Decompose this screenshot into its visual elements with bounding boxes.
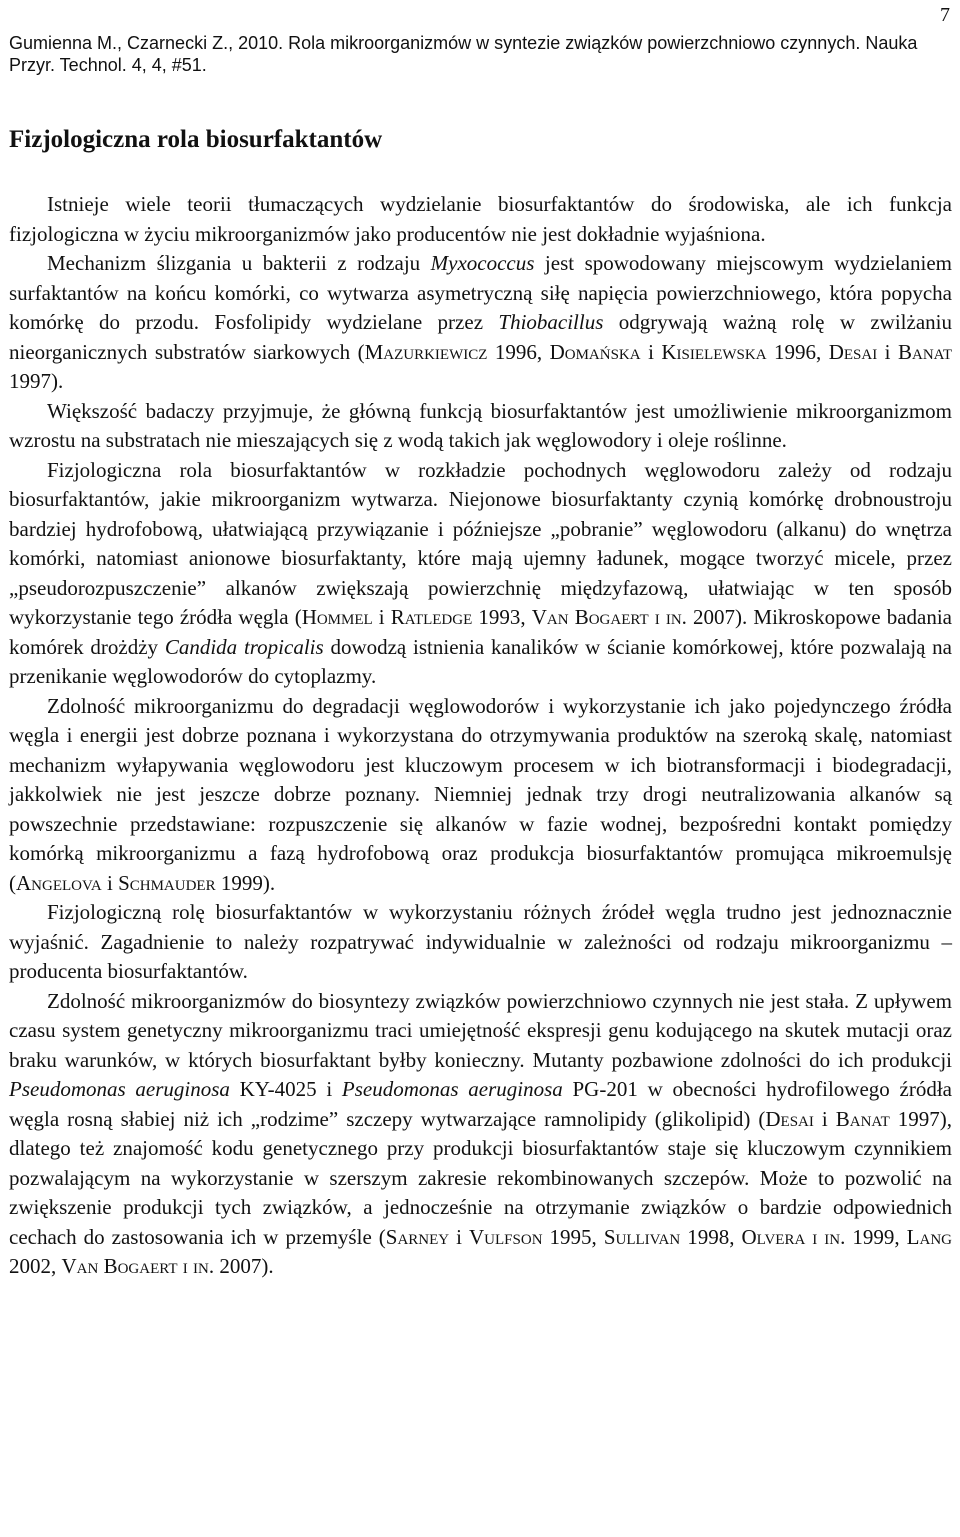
author-name: Banat [835, 1106, 890, 1131]
citation-header: Gumienna M., Czarnecki Z., 2010. Rola mikroorganizmów w syntezie związków powierzchniowo czynnych. Nauka Przyr. Technol. 4, 4, #51. [9, 33, 918, 75]
paragraph-4: Fizjologiczna rola biosurfaktantów w rozkładzie pochodnych węglowodoru zależy od rodzaju biosurfaktantów, jakie mikroorganizm wytwarza. Niejonowe biosurfaktanty czynią komórkę drobnoustroju bardziej hydrofobową, ułatwiającą przywiązanie i późniejsze „pobranie” węglowodoru (alkanu) do wnętrza komórki, natomiast anionowe biosurfaktanty, które mają ujemny ładunek, mogące tworzyć micele, przez „pseudorozpuszczenie” alkanów zwiększają powierzchnię międzyfazową, ułatwiając w ten sposób wykorzystanie tego źródła węgla (Hommel i Ratledge 1993, Van Bogaert i in. 2007). Mikroskopowe badania komórek drożdży Candida tropicalis dowodzą istnienia kanalików w ścianie komórkowej, które pozwalają na przenikanie węglowodorów do cytoplazmy. [9, 457, 952, 688]
author-name: Olvera i in. [741, 1224, 846, 1249]
author-name: Mazurkiewicz [364, 339, 488, 364]
paragraph-5: Zdolność mikroorganizmu do degradacji węglowodorów i wykorzystanie ich jako pojedynczego źródła węgla i energii jest dobrze poznana i wykorzystana do otrzymywania produktów na szeroką skalę, natomiast mechanizm wyłapywania węglowodoru jest kluczowym procesem w ich biotransformacji i biodegradacji, jakkolwiek nie jest jeszcze dobrze poznany. Niemniej jednak trzy drogi neutralizowania alkanów są powszechnie przedstawiane: rozpuszczenie się alkanów w fazie wodnej, bezpośredni kontakt pomiędzy komórką mikroorganizmu a fazą hydrofobową oraz produkcja biosurfaktantów promująca mikroemulsję (Angelova i Schmauder 1999). [9, 693, 952, 895]
section-title: Fizjologiczna rola biosurfaktantów [9, 126, 383, 153]
author-name: Desai [828, 339, 878, 364]
page-number: 7 [940, 4, 950, 26]
author-name: Sarney [385, 1224, 450, 1249]
paragraph-1: Istnieje wiele teorii tłumaczących wydzielanie biosurfaktantów do środowiska, ale ich funkcja fizjologiczna w życiu mikroorganizmów jako producentów nie jest dokładnie wyjaśniona. [9, 192, 952, 246]
genus-name: Myxococcus [430, 251, 535, 275]
author-name: Vulfson [469, 1224, 543, 1249]
author-name: Domańska [549, 339, 641, 364]
paragraph-3: Większość badaczy przyjmuje, że główną funkcją biosurfaktantów jest umożliwienie mikroorganizmom wzrostu na substratach nie mieszających się z wodą takich jak węglowodory i oleje roślinne. [9, 398, 952, 452]
author-name: Van Bogaert i in. [531, 605, 687, 629]
author-name: Desai [765, 1106, 814, 1131]
species-name: Pseudomonas aeruginosa [9, 1077, 230, 1101]
body-text [9, 190, 952, 1282]
species-name: Pseudomonas aeruginosa [341, 1077, 563, 1101]
author-name: Banat [897, 339, 952, 364]
paragraph-6: Fizjologiczną rolę biosurfaktantów w wykorzystaniu różnych źródeł węgla trudno jest jednoznacznie wyjaśnić. Zagadnienie to należy rozpatrywać indywidualnie w zależności od rodzaju mikroorganizmu – producenta biosurfaktantów. [9, 900, 952, 983]
author-name: Kisielewska [661, 339, 767, 364]
author-name: Hommel [301, 605, 373, 629]
author-name: Van Bogaert i in. [61, 1254, 215, 1278]
author-name: Schmauder [118, 870, 216, 895]
genus-name: Thiobacillus [498, 310, 604, 334]
author-name: Ratledge [390, 605, 473, 629]
author-name: Angelova [16, 870, 102, 895]
author-name: Lang [906, 1224, 952, 1249]
paragraph-2: Mechanizm ślizgania u bakterii z rodzaju Myxococcus jest spowodowany miejscowym wydzielaniem surfaktantów na końcu komórki, co wytwarza asymetryczną siłę napięcia powierzchniowego, która popycha komórkę do przodu. Fosfolipidy wydzielane przez Thiobacillus odgrywają ważną rolę w zwilżaniu nieorganicznych substratów siarkowych (Mazurkiewicz 1996, Domańska i Kisielewska 1996, Desai i Banat 1997). [9, 251, 952, 393]
species-name: Candida tropicalis [164, 634, 324, 659]
author-name: Sullivan [603, 1224, 681, 1249]
paragraph-7: Zdolność mikroorganizmów do biosyntezy związków powierzchniowo czynnych nie jest stała. Z upływem czasu system genetyczny mikroorganizmu traci umiejętność ekspresji genu kodującego na skutek mutacji oraz braku warunków, w których biosurfaktant byłby konieczny. Mutanty pozbawione zdolności do ich produkcji Pseudomonas aeruginosa KY-4025 i Pseudomonas aeruginosa PG-201 w obecności hydrofilowego źródła węgla rosną słabiej niż ich „rodzime” szczepy wytwarzające ramnolipidy (glikolipid) (Desai i Banat 1997), dlatego też znajomość kodu genetycznego przy produkcji biosurfaktantów staje się kluczowym czynnikiem pozwalającym na wykorzystanie w szerszym zakresie rekombinowanych szczepów. Może to pozwolić na zwiększenie produkcji tych związków, a jednocześnie na otrzymanie związków o bardzie odpowiednich cechach do zastosowania ich w przemyśle (Sarney i Vulfson 1995, Sullivan 1998, Olvera i in. 1999, Lang 2002, Van Bogaert i in. 2007). [9, 988, 952, 1278]
